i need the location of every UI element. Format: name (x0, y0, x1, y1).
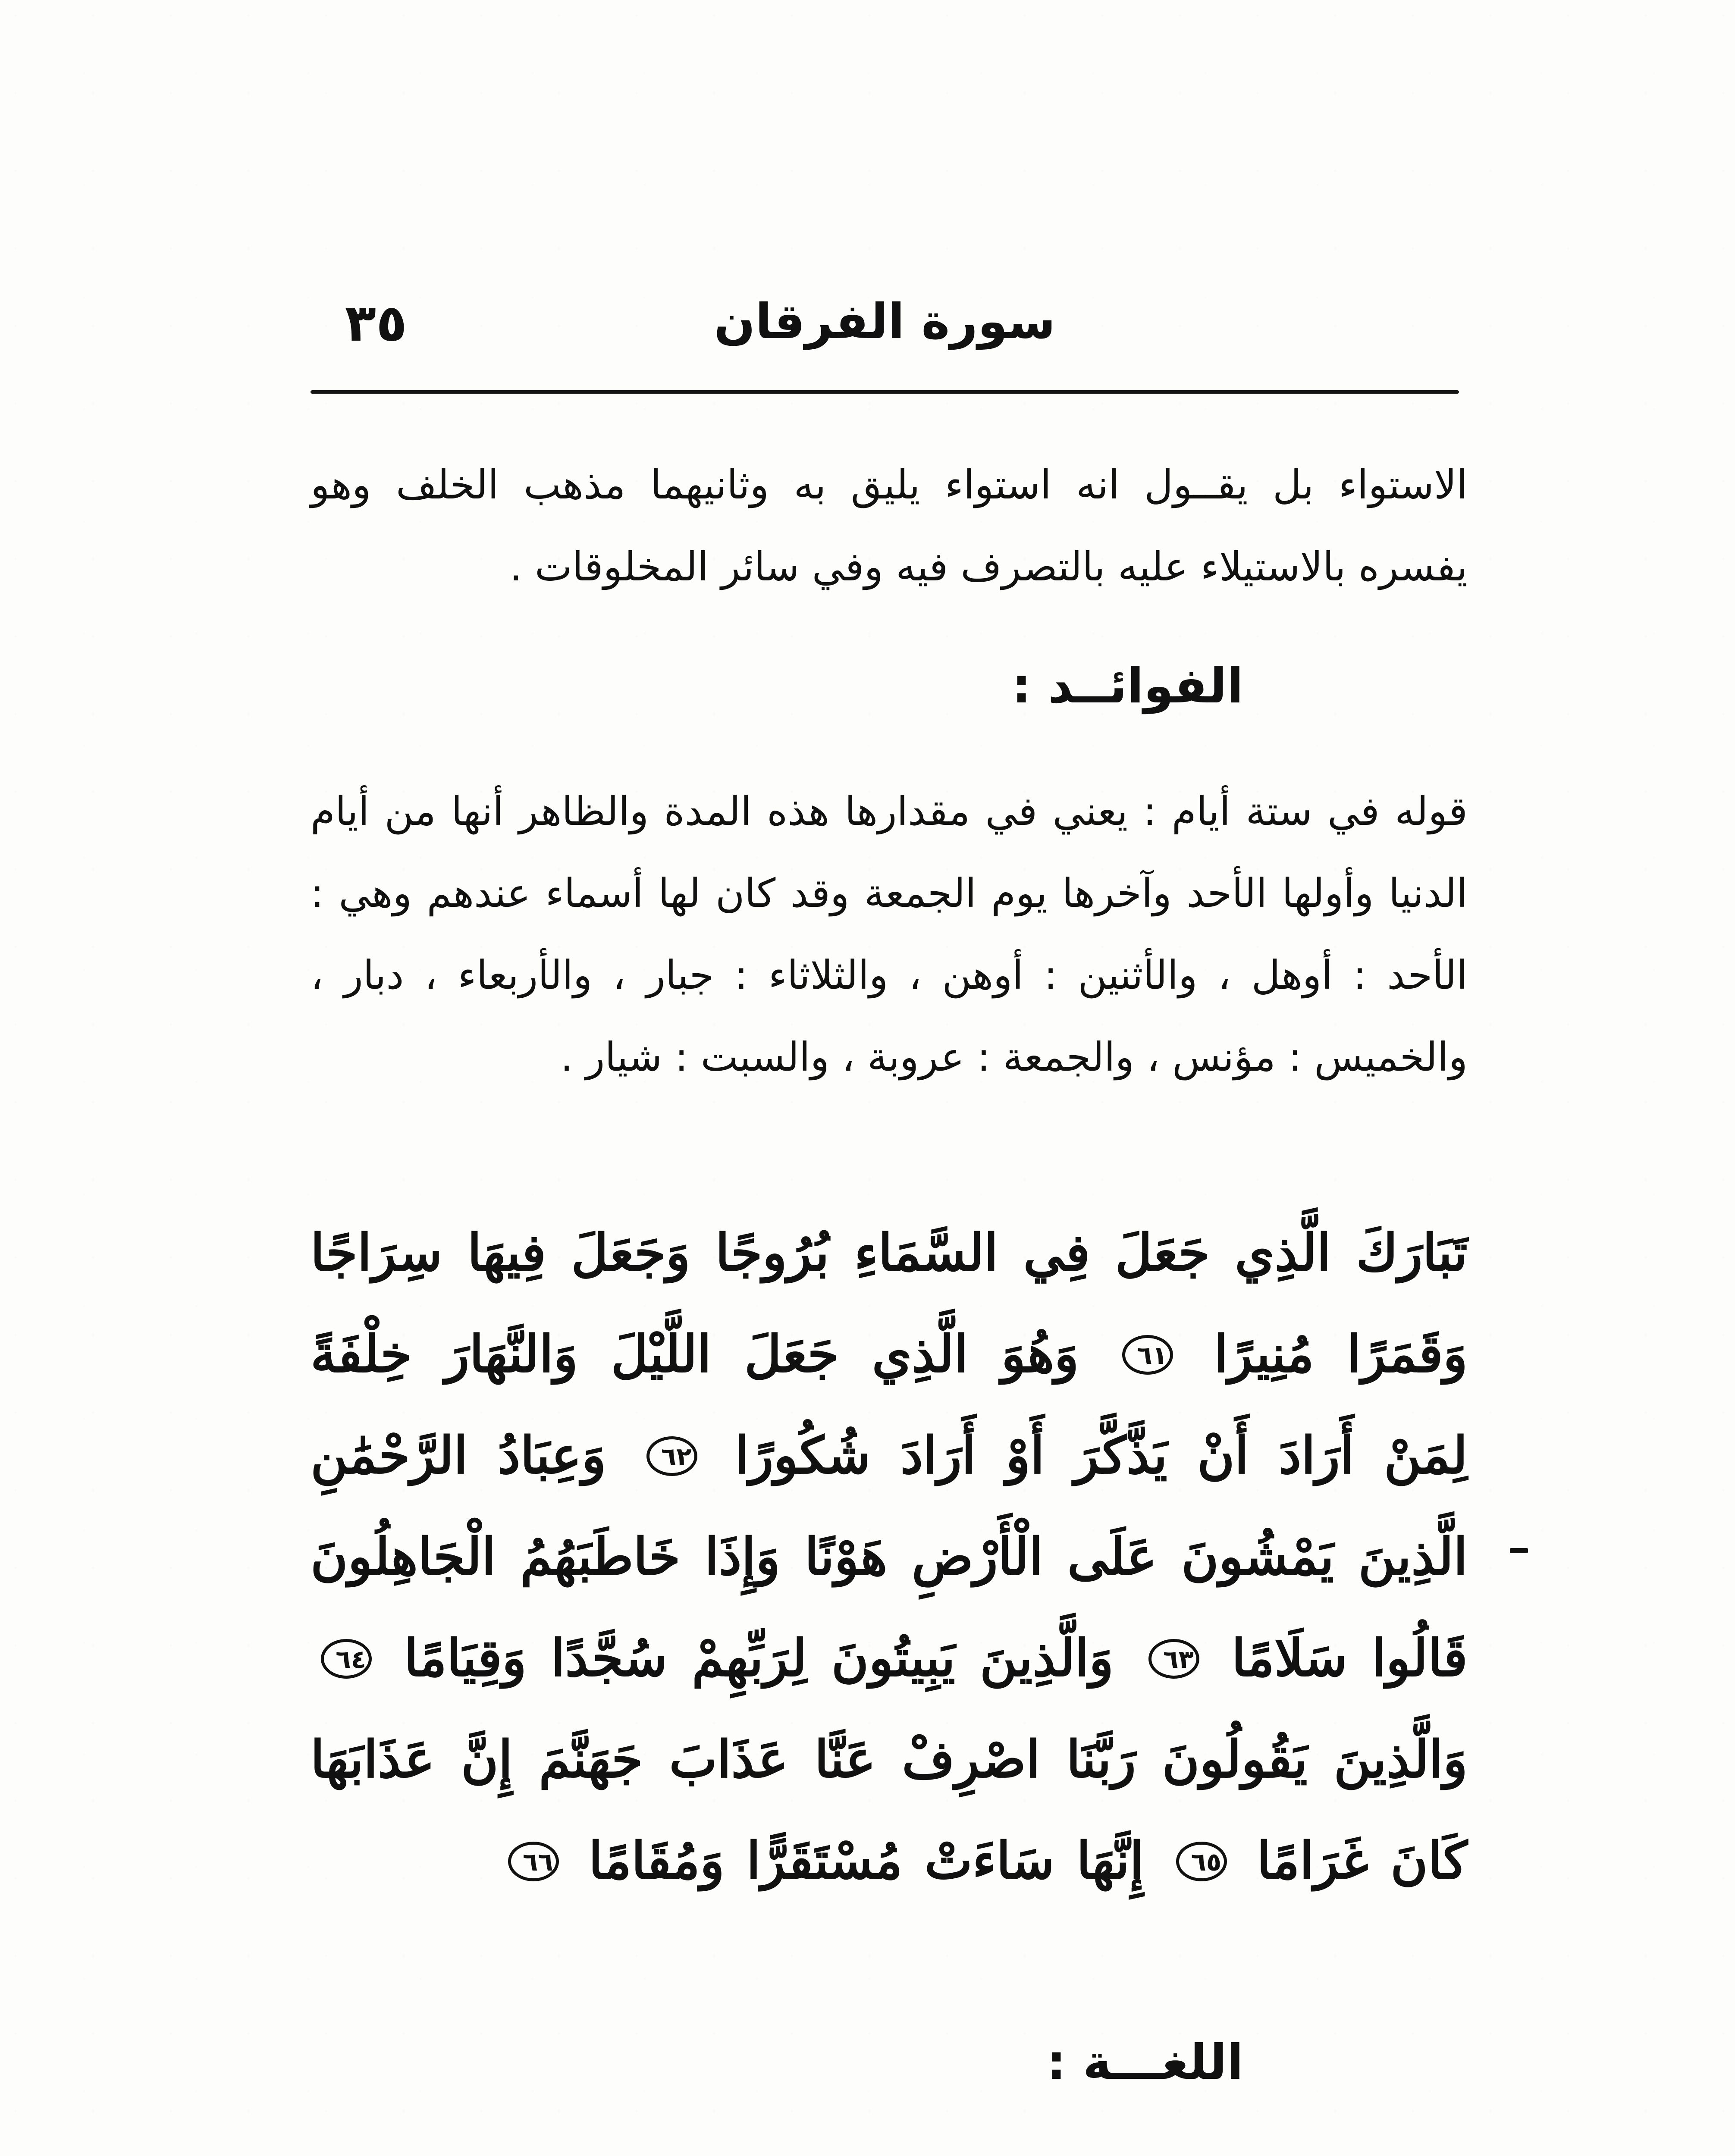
page-content (311, 444, 1468, 2156)
ayah-number-marker: ٦٤ (321, 1639, 372, 1679)
fawaid-paragraph: قوله في ستة أيام : يعني في مقدارها هذه المدة والظاهر أنها من أيام الدنيا وأولها الأحد وآخرها يوم الجمعة وقد كان لها أسماء عندهم وهي : الأحد : أوهل ، والأثنين : أوهن ، والثلاثاء : جبار ، والأربعاء ، دبار ، والخميس : مؤنس ، والجمعة : عروبة ، والسبت : شيار . (311, 788, 1468, 1080)
ayah-text: تَبَارَكَ الَّذِي جَعَلَ فِي السَّمَاءِ بُرُوجًا وَجَعَلَ فِيهَا سِرَاجًا وَقَمَرًا مُنِيرًا (311, 1222, 1468, 1384)
ayah-number-marker: ٦٦ (508, 1842, 559, 1881)
header-divider (311, 390, 1459, 394)
running-title: سورة الفرقان (714, 294, 1056, 350)
ayah-text: وَالَّذِينَ يَقُولُونَ رَبَّنَا اصْرِفْ عَنَّا عَذَابَ جَهَنَّمَ إِنَّ عَذَابَهَا كَانَ غَرَامًا (311, 1729, 1468, 1890)
ayah-number-marker: ٦١ (1122, 1335, 1173, 1375)
fawaid-heading: الفوائــد : (1012, 658, 1243, 714)
page-number: ٣٥ (345, 293, 408, 353)
quran-passage (311, 1202, 1468, 1911)
ayah-number-marker: ٦٣ (1148, 1639, 1199, 1679)
ayah-text: وَالَّذِينَ يَبِيتُونَ لِرَبِّهِمْ سُجَّدًا وَقِيَامًا (404, 1628, 1114, 1688)
ayah-number-marker: ٦٥ (1176, 1842, 1227, 1881)
lugha-heading: اللغـــة : (1047, 2034, 1243, 2090)
intro-paragraph: الاستواء بل يقــول انه استواء يليق به وثانيهما مذهب الخلف وهو يفسره بالاستيلاء عليه بالتصرف فيه وفي سائر المخلوقات . (311, 462, 1468, 590)
ayah-text: إِنَّهَا سَاءَتْ مُسْتَقَرًّا وَمُقَامًا (588, 1830, 1144, 1890)
lugha-paragraph (311, 2147, 1468, 2156)
ayah-text: وَهُوَ الَّذِي جَعَلَ اللَّيْلَ وَالنَّهَارَ خِلْفَةً لِمَنْ أَرَادَ أَنْ يَذَّكَّرَ أَوْ أَرَادَ شُكُورًا (311, 1324, 1468, 1485)
margin-dash-mark (1510, 1548, 1528, 1553)
page-header (311, 293, 1459, 401)
ayah-text: وَعِبَادُ الرَّحْمَٰنِ الَّذِينَ يَمْشُونَ عَلَى الْأَرْضِ هَوْنًا وَإِذَا خَاطَبَهُمُ الْجَاهِلُونَ قَالُوا سَلَامًا (311, 1425, 1468, 1688)
ayah-number-marker: ٦٢ (646, 1436, 697, 1476)
